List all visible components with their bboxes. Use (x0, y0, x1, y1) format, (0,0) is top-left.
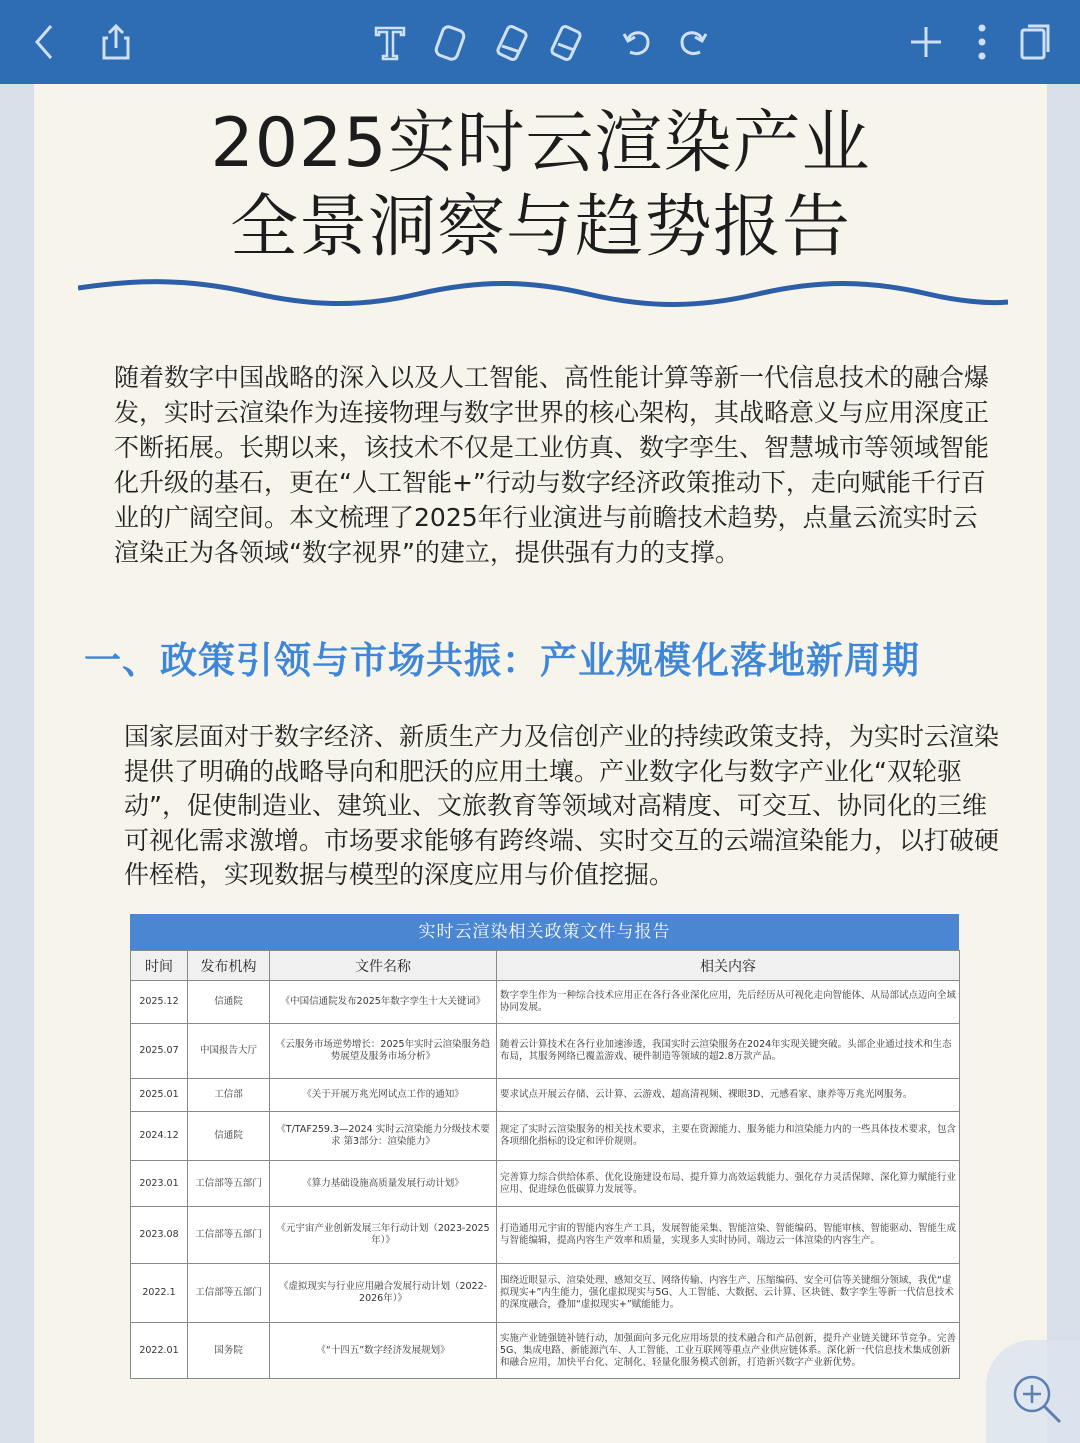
cell-content: 实施产业链强链补链行动，加强面向多元化应用场景的技术融合和产品创新，提升产业链关键环节竞争。完善5G、集成电路、新能源汽车、人工智能、工业互联网等重点产业供应链体系。深化新一代信息技术集成创新和融合应用，加快平台化、定制化、轻量化服务模式创新，打造新兴数字产业新优势。 (497, 1323, 960, 1379)
cell-content: 完善算力综合供给体系、优化设施建设布局、提升算力高效运载能力、强化存力灵活保障、深化算力赋能行业应用、促进绿色低碳算力发展等。 (497, 1161, 960, 1207)
cell-content: 打造通用元宇宙的智能内容生产工具，发展智能采集、智能渲染、智能编码、智能审核、智能驱动、智能生成与智能编辑，提高内容生产效率和质量，实现多人实时协同、端边云一体渲染的内容生产。 (497, 1207, 960, 1264)
cell-content: 随着云计算技术在各行业加速渗透，我国实时云渲染服务在2024年实现关键突破。头部企业通过技术和生态布局，其服务网络已覆盖游戏、硬件制造等领域的超2.8万款产品。 (497, 1024, 960, 1079)
section-1-paragraph: 国家层面对于数字经济、新质生产力及信创产业的持续政策支持，为实时云渲染提供了明确的战略导向和肥沃的应用土壤。产业数字化与数字产业化“双轮驱动”，促使制造业、建筑业、文旅教育等领域对高精度、可交互、协同化的三维可视化需求激增。市场要求能够有跨终端、实时交互的云端渲染能力，以打破硬件桎梏，实现数据与模型的深度应用与价值挖掘。 (124, 722, 1000, 889)
cell-content: 数字孪生作为一种综合技术应用正在各行各业深化应用，先后经历从可视化走向智能体、从局部试点迈向全域协同发展。 (497, 981, 960, 1024)
cell-document: 《关于开展万兆光网试点工作的通知》 (270, 1079, 497, 1112)
text-tool-button[interactable] (362, 14, 418, 70)
table-row (131, 1264, 960, 1323)
table-row (131, 981, 960, 1024)
cell-time: 2022.1 (131, 1264, 188, 1323)
policy-table (130, 914, 959, 1379)
cell-content: 要求试点开展云存储、云计算、云游戏、超高清视频、裸眼3D、元感看家、康养等万兆光网服务。 (497, 1079, 960, 1112)
zoom-button[interactable] (986, 1340, 1080, 1443)
cell-content: 规定了实时云渲染服务的相关技术要求，主要在资源能力、服务能力和渲染能力内的一些具体技术要求，包含各项细化指标的设定和评价规则。 (497, 1112, 960, 1161)
cell-publisher: 工信部 (188, 1079, 270, 1112)
cell-publisher: 中国报告大厅 (188, 1024, 270, 1079)
add-button[interactable] (898, 14, 954, 70)
eraser-icon (430, 22, 470, 62)
more-button[interactable] (954, 14, 1010, 70)
cell-publisher: 工信部等五部门 (188, 1264, 270, 1323)
text-icon (372, 22, 408, 62)
cell-publisher: 工信部等五部门 (188, 1207, 270, 1264)
cell-content: 围绕近眼显示、渲染处理、感知交互、网络传输、内容生产、压缩编码、安全可信等关键细分领域，我优“虚拟现实+”内生能力，强化虚拟现实与5G、人工智能、大数据、云计算、区块链、数字孪生等新一代信息技术的深度融合，叠加“虚拟现实+”赋能能力。 (497, 1264, 960, 1323)
cell-publisher: 工信部等五部门 (188, 1161, 270, 1207)
intro-paragraph: 随着数字中国战略的深入以及人工智能、高性能计算等新一代信息技术的融合爆发，实时云渲染作为连接物理与数字世界的核心架构，其战略意义与应用深度正不断拓展。长期以来，该技术不仅是工业仿真、数字孪生、智慧城市等领域智能化升级的基石，更在“人工智能+”行动与数字经济政策推动下，走向赋能千行百业的广阔空间。本文梳理了2025年行业演进与前瞻技术趋势，点量云流实时云渲染正为各领域“数字视界”的建立，提供强有力的支撑。 (114, 363, 990, 567)
eraser-alt-icon (492, 22, 532, 62)
cell-document: 《元宇宙产业创新发展三年行动计划（2023-2025年）》 (270, 1207, 497, 1264)
cell-publisher: 信通院 (188, 981, 270, 1024)
cell-time: 2024.12 (131, 1112, 188, 1161)
table-row (131, 1079, 960, 1112)
title-line-2: 全景洞察与趋势报告 (229, 188, 851, 267)
document-title (34, 102, 1047, 270)
section-1-heading: 一、政策引领与市场共振：产业规模化落地新周期 (84, 639, 920, 682)
share-button[interactable] (88, 14, 144, 70)
cell-time: 2023.08 (131, 1207, 188, 1264)
wave-divider (78, 274, 1008, 314)
highlighter-tool-button[interactable] (484, 14, 540, 70)
zoom-in-icon (1008, 1370, 1068, 1430)
undo-icon (620, 22, 656, 62)
table-row (131, 1161, 960, 1207)
cell-time: 2025.07 (131, 1024, 188, 1079)
cell-time: 2025.01 (131, 1079, 188, 1112)
table-row (131, 1323, 960, 1379)
pen-tool-button[interactable] (538, 14, 594, 70)
table-row (131, 1024, 960, 1079)
cell-document: 《虚拟现实与行业应用融合发展行动计划（2022-2026年）》 (270, 1264, 497, 1323)
cell-document: 《T/TAF259.3—2024 实时云渲染能力分级技术要求 第3部分：渲染能力》 (270, 1112, 497, 1161)
table-caption: 实时云渲染相关政策文件与报告 (130, 914, 959, 950)
cell-publisher: 国务院 (188, 1323, 270, 1379)
cell-document: 《“十四五”数字经济发展规划》 (270, 1323, 497, 1379)
table-header-row (131, 951, 960, 981)
eraser-3-icon (546, 22, 586, 62)
cell-document: 《中国信通院发布2025年数字孪生十大关键词》 (270, 981, 497, 1024)
document-page[interactable] (34, 84, 1047, 1443)
add-icon (908, 24, 944, 60)
top-toolbar (0, 0, 1080, 84)
cell-document: 《云服务市场逆势增长：2025年实时云渲染服务趋势展望及服务市场分析》 (270, 1024, 497, 1079)
header-document: 文件名称 (270, 951, 497, 981)
eraser-tool-button[interactable] (422, 14, 478, 70)
cell-time: 2025.12 (131, 981, 188, 1024)
share-icon (98, 22, 134, 62)
table-row (131, 1207, 960, 1264)
header-time: 时间 (131, 951, 188, 981)
back-button[interactable] (16, 14, 72, 70)
table-row (131, 1112, 960, 1161)
redo-button[interactable] (664, 14, 720, 70)
cell-time: 2023.01 (131, 1161, 188, 1207)
undo-button[interactable] (610, 14, 666, 70)
cell-time: 2022.01 (131, 1323, 188, 1379)
header-content: 相关内容 (497, 951, 960, 981)
cell-document: 《算力基础设施高质量发展行动计划》 (270, 1161, 497, 1207)
title-line-1: 2025实时云渲染产业 (210, 104, 871, 183)
cell-publisher: 信通院 (188, 1112, 270, 1161)
redo-icon (674, 22, 710, 62)
pages-button[interactable] (1006, 14, 1062, 70)
pages-icon (1016, 22, 1052, 62)
more-icon (976, 22, 988, 62)
header-publisher: 发布机构 (188, 951, 270, 981)
